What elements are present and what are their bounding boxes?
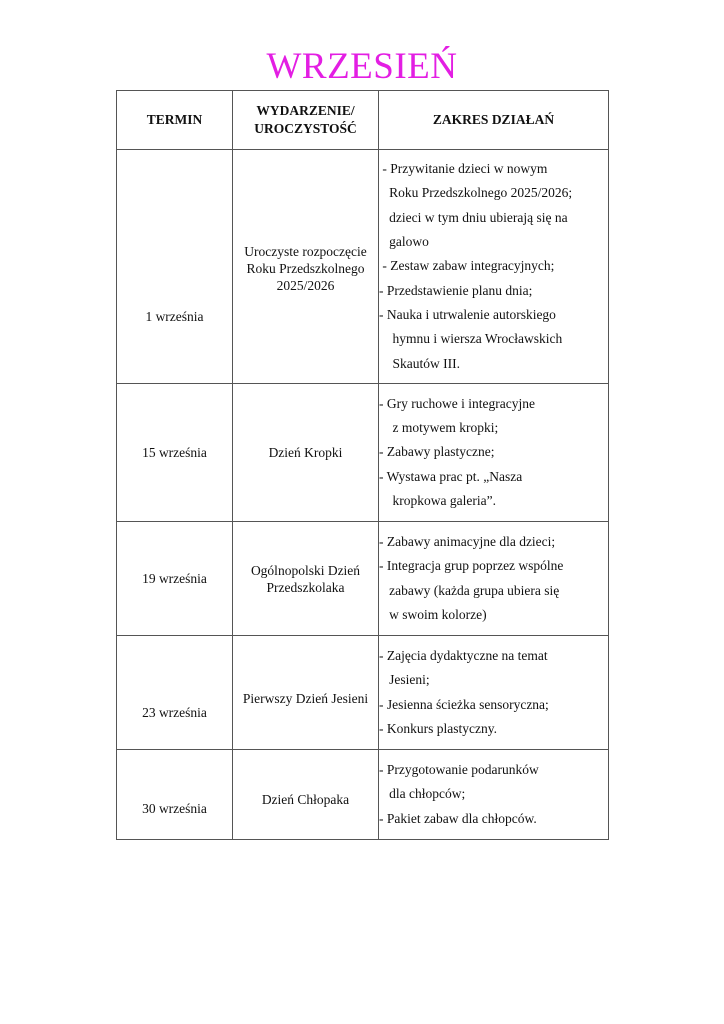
task-line: - Jesienna ścieżka sensoryczna; [379,696,549,712]
task-line: - Integracja grup poprzez wspólne [379,558,564,574]
header-termin: TERMIN [117,91,233,150]
page-title: WRZESIEŃ [266,46,458,87]
header-event [233,91,379,150]
task-line: - Przygotowanie podarunków [379,762,539,778]
event-line: Pierwszy Dzień Jesieni [242,691,369,706]
term-cell: 15 września [117,384,233,522]
tasks-cell [379,522,609,636]
task-line: - Wystawa prac pt. „Nasza [379,468,523,484]
task-line: - Zestaw zabaw integracyjnych; [379,258,555,274]
tasks-cell [379,150,609,384]
term-cell: 19 września [117,522,233,636]
tasks-cell [379,750,609,840]
header-zakres: ZAKRES DZIAŁAŃ [379,91,609,150]
task-line: kropkowa galeria”. [379,492,496,508]
task-line: Roku Przedszkolnego 2025/2026; [379,185,573,201]
task-line: - Pakiet zabaw dla chłopców. [379,810,537,826]
task-line: Jesieni; [379,672,430,688]
task-line: - Zabawy animacyjne dla dzieci; [379,533,556,549]
task-line: - Przywitanie dzieci w nowym [379,161,548,177]
event-line: Ogólnopolski Dzień [250,562,361,578]
event-cell [233,636,379,750]
task-line: w swoim kolorze) [379,606,487,622]
schedule-table [116,90,609,840]
task-line: zabawy (każda grupa ubiera się [379,582,560,598]
table-header-row [117,91,609,150]
header-event-line2: UROCZYSTOŚĆ [254,121,357,136]
task-line: - Przedstawienie planu dnia; [379,282,533,298]
event-line: 2025/2026 [276,278,335,293]
event-line: Dzień Chłopaka [261,792,350,807]
event-cell [233,150,379,384]
task-line: - Gry ruchowe i integracyjne [379,395,535,411]
term-cell: 1 września [117,150,233,384]
task-line: galowo [379,234,429,250]
task-line: - Nauka i utrwalenie autorskiego [379,306,556,322]
task-line: dzieci w tym dniu ubierają się na [379,209,568,225]
term-cell: 23 września [117,636,233,750]
header-event-line1: WYDARZENIE/ [256,103,355,118]
task-line: hymnu i wiersza Wrocławskich [379,331,563,347]
table-row [117,750,609,840]
table-row [117,150,609,384]
event-cell [233,384,379,522]
tasks-cell [379,384,609,522]
event-line: Roku Przedszkolnego [246,261,365,276]
task-line: - Zabawy plastyczne; [379,444,495,460]
event-cell [233,522,379,636]
task-line: Skautów III. [379,355,460,371]
table-row [117,384,609,522]
term-cell: 30 września [117,750,233,840]
task-line: - Konkurs plastyczny. [379,720,497,736]
table-row [117,636,609,750]
event-line: Uroczyste rozpoczęcie [244,244,367,259]
task-line: z motywem kropki; [379,420,499,436]
event-cell [233,750,379,840]
table-row [117,522,609,636]
event-line: Przedszkolaka [266,579,345,595]
task-line: - Zajęcia dydaktyczne na temat [379,647,548,663]
tasks-cell [379,636,609,750]
task-line: dla chłopców; [379,786,466,802]
event-line: Dzień Kropki [268,445,343,460]
